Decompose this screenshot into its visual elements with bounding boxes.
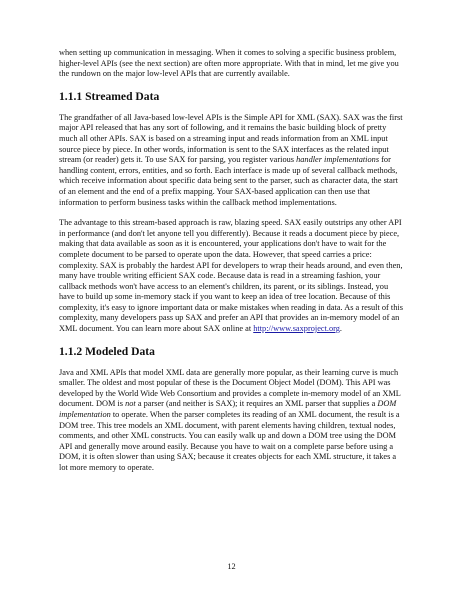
dom-text-c: to operate. When the parser completes its reading of an XML document, the result is a DOM tree. This tree models an XML document, with parent elements having children, textual nodes, comments, and other XML constructs. You can easily walk up and down a DOM tree using the DOM API and generally move around easily. Because you have to wait on a complete parse before using a DOM, it is often slower than using SAX; because it creates objects for each XML structure, it takes a lot more memory to operate. (59, 410, 400, 472)
sax-text-a: The grandfather of all Java-based low-level APIs is the Simple API for XML (SAX). SAX was the first major API released that has any sort of following, and it remains the basic building block of pretty much all other APIs. SAX is based on a streaming input and reads information from an XML input source piece by piece. In other words, information is sent to the SAX interfaces as the related input stream (or reader) gets it. To use SAX for parsing, you register various (59, 112, 403, 165)
page-number: 12 (227, 562, 236, 571)
page-content (59, 48, 404, 474)
saxproject-link[interactable]: http://www.saxproject.org (253, 324, 340, 334)
dom-emphasis-implementation: DOM implementation (59, 399, 397, 420)
dom-text-b: a parser (and neither is SAX); it requires an XML parser that supplies a (135, 399, 378, 409)
dom-text-a: Java and XML APIs that model XML data are generally more popular, as their learning curve is much smaller. The oldest and most popular of these is the Document Object Model (DOM). This API was developed by the World Wide Web Consortium and provides a complete in-memory model of an XML document. DOM is (59, 367, 401, 409)
section-heading-streamed-data: 1.1.1 Streamed Data (59, 89, 160, 103)
sax-advantage-paragraph (59, 218, 404, 335)
sax-emphasis: handler implementations (296, 155, 380, 165)
sax-advantage-text-b: . (339, 324, 343, 334)
section-heading-modeled-data: 1.1.2 Modeled Data (59, 344, 155, 358)
dom-paragraph (59, 368, 404, 474)
intro-paragraph (59, 48, 404, 80)
dom-emphasis-not: not (125, 399, 136, 409)
sax-advantage-text-a: The advantage to this stream-based approach is raw, blazing speed. SAX easily outstrips any other API in performance (and don't let anyone tell you differently). Because it reads a document piece by piece, making that data available as soon as it is encountered, your applications don't have to wait for the complete document to be parsed to operate upon the data. However, that speed carries a price: complexity. SAX is probably the hardest API for developers to wrap their heads around, and even then, many have trouble writing efficient SAX code. Because data is read in a streaming fashion, your callback methods won't have access to an element's children, its parent, or its siblings. Instead, you have to build up some in-memory stack if you want to keep an idea of tree location. Because of this complexity, it's easy to ignore important data or make mistakes when reading in data. As a result of this complexity, many developers pass up SAX and prefer an API that provides an in-memory model of an XML document. You can learn more about SAX online at (59, 218, 403, 334)
sax-text-b: for handling content, errors, entities, and so forth. Each interface is made up of several callback methods, which receive information about specific data being sent to the parser, such as character data, the start of an element and the end of a prefix mapping. Your SAX-based application can then use that information to perform business tasks within the callback method implementations. (59, 155, 398, 207)
sax-paragraph (59, 113, 404, 208)
intro-text: when setting up communication in messaging. When it comes to solving a specific business problem, higher-level APIs (see the next section) are often more appropriate. With that in mind, let me give you the rundown on the major low-level APIs that are currently available. (59, 48, 399, 79)
